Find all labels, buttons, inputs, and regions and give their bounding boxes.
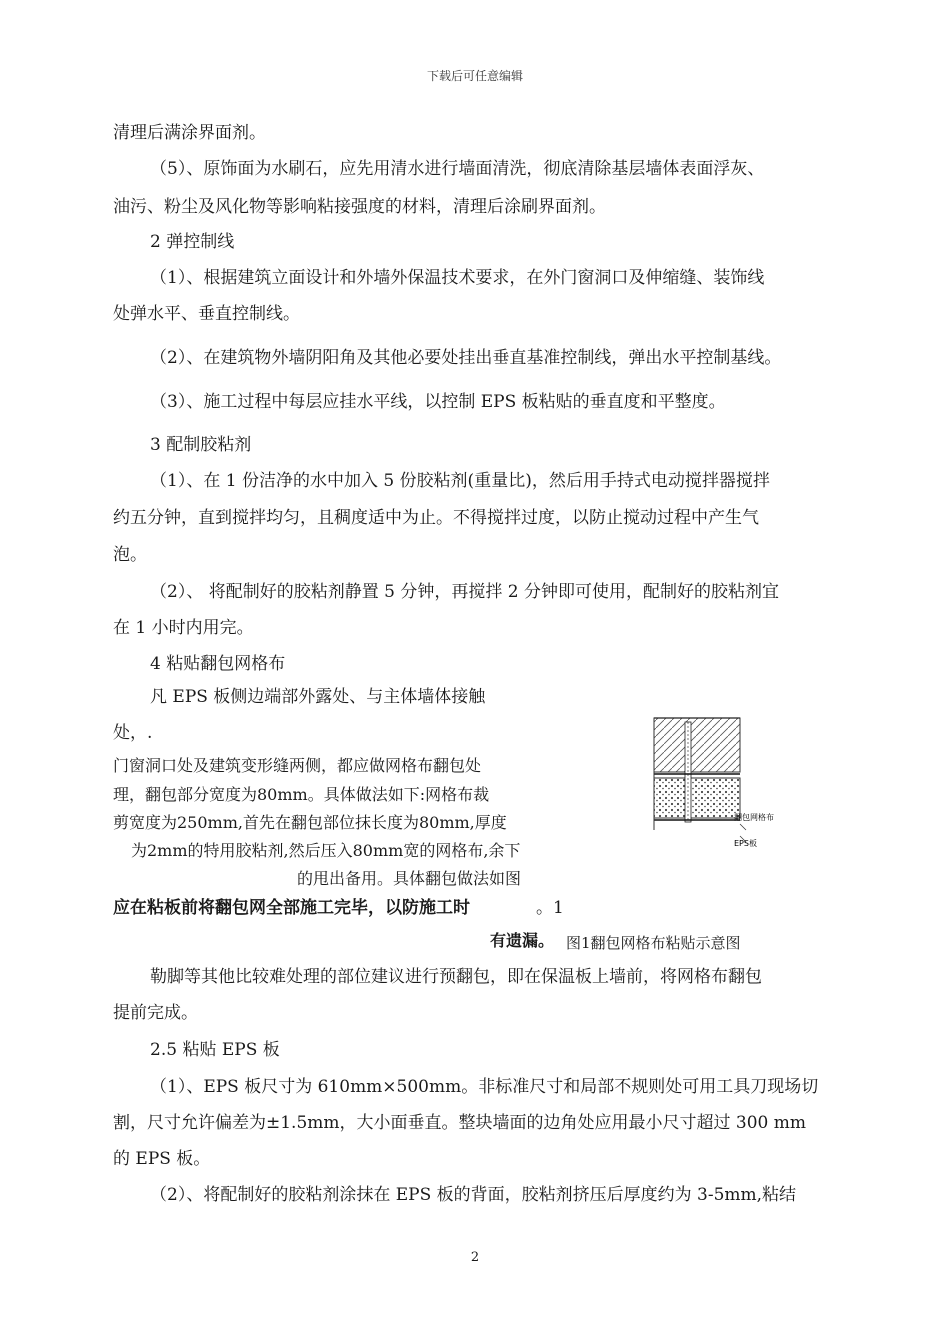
mesh-wrap-figure (640, 712, 780, 852)
text-line: 提前完成。 (113, 1003, 198, 1023)
section-heading: 3 配制胶粘剂 (150, 435, 252, 455)
page-header: 下载后可任意编辑 (426, 69, 523, 83)
text-line: （5）、原饰面为水刷石，应先用清水进行墙面清洗，彻底清除基层墙体表面浮灰、 (150, 159, 765, 179)
text-line: （1）、在 1 份洁净的水中加入 5 份胶粘剂(重量比)，然后用手持式电动搅拌器搅拌 (150, 471, 770, 491)
text-line: 凡 EPS 板侧边端部外露处、与主体墙体接触 (150, 687, 486, 707)
text-line: 在 1 小时内用完。 (113, 618, 254, 638)
section-heading: 4 粘贴翻包网格布 (150, 654, 286, 674)
text-line: 剪宽度为250mm,首先在翻包部位抹长度为80mm,厚度 (113, 813, 507, 832)
text-line: 约五分钟，直到搅拌均匀，且稠度适中为止。不得搅拌过度，以防止搅动过程中产生气 (113, 508, 759, 528)
text-line: （1）、根据建筑立面设计和外墙外保温技术要求，在外门窗洞口及伸缩缝、装饰线 (150, 268, 765, 288)
text-line: 的甩出备用。具体翻包做法如图 (297, 869, 522, 888)
text-line: 。1 (536, 898, 564, 918)
text-line: 清理后满涂界面剂。 (113, 123, 266, 143)
text-line: 处弹水平、垂直控制线。 (113, 304, 300, 324)
text-line: 门窗洞口处及建筑变形缝两侧，都应做网格布翻包处 (113, 756, 482, 775)
text-line: （2）、在建筑物外墙阴阳角及其他必要处挂出垂直基准控制线，弹出水平控制基线。 (150, 348, 782, 368)
page-number: 2 (470, 1250, 480, 1265)
text-line-bold: 有遗漏。 (490, 931, 555, 950)
text-line: 泡。 (113, 545, 147, 565)
section-heading: 2 弹控制线 (150, 232, 235, 252)
eps-label: EPS板 (734, 839, 757, 848)
text-line: （2）、将配制好的胶粘剂涂抹在 EPS 板的背面，胶粘剂挤压后厚度约为 3-5mm,粘结 (150, 1185, 797, 1205)
section-heading: 2.5 粘贴 EPS 板 (150, 1040, 280, 1060)
text-line: （3）、施工过程中每层应挂水平线，以控制 EPS 板粘贴的垂直度和平整度。 (150, 392, 726, 412)
text-line: （2）、 将配制好的胶粘剂静置 5 分钟，再搅拌 2 分钟即可使用，配制好的胶粘剂宜 (150, 582, 779, 602)
text-line: 勒脚等其他比较难处理的部位建议进行预翻包，即在保温板上墙前，将网格布翻包 (150, 967, 762, 987)
text-line: 为2mm的特用胶粘剂,然后压入80mm宽的网格布,余下 (131, 841, 521, 860)
text-line: 油污、粉尘及风化物等影响粘接强度的材料，清理后涂刷界面剂。 (113, 197, 606, 217)
text-line: 割，尺寸允许偏差为±1.5mm，大小面垂直。整块墙面的边角处应用最小尺寸超过 300 mm (113, 1113, 807, 1133)
figure-caption: 图1翻包网格布粘贴示意图 (566, 934, 741, 952)
mesh-wrap-diagram (640, 712, 780, 852)
text-line: 的 EPS 板。 (113, 1149, 211, 1169)
text-line: 理，翻包部分宽度为80mm。具体做法如下:网格布裁 (113, 785, 490, 804)
mesh-label: 翻包网格布 (734, 813, 774, 822)
text-line-bold: 应在粘板前将翻包网全部施工完毕，以防施工时 (113, 898, 470, 918)
text-line: （1）、EPS 板尺寸为 610mm×500mm。非标准尺寸和局部不规则处可用工具刀现场切 (150, 1077, 819, 1097)
text-line: 处，. (113, 723, 153, 743)
